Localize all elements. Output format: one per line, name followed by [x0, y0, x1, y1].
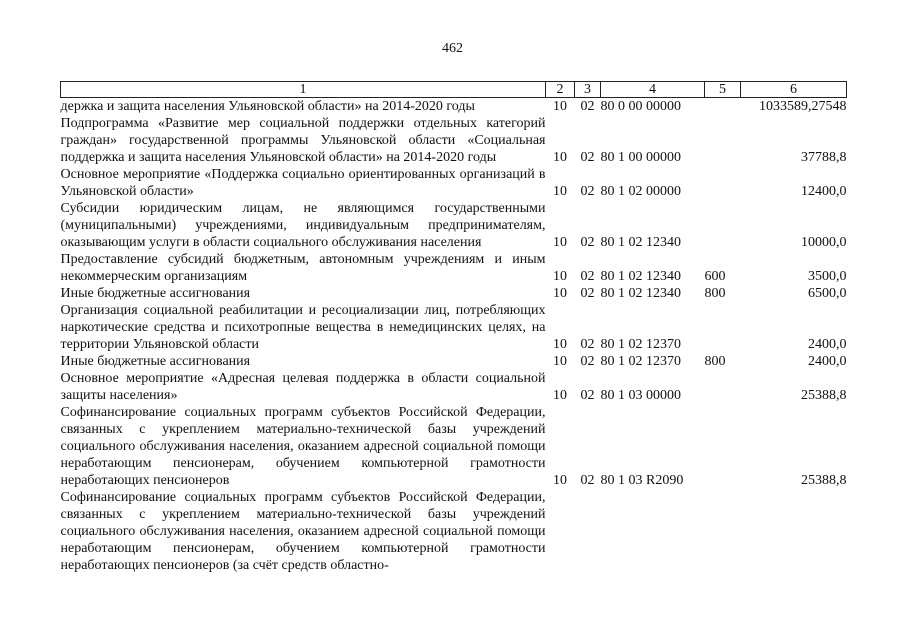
- row-target-code: 80 1 00 00000: [600, 150, 681, 165]
- row-description: Организация социальной реабилитации и ресоциализации лиц, потребляющих наркотические средства и психотропные вещества в немедицинских целях, на территории Ульяновской области: [60, 303, 546, 352]
- row-expense-type: [705, 166, 741, 200]
- row-section: 10: [553, 388, 567, 403]
- table-row: [61, 166, 847, 200]
- row-target-code: [601, 489, 705, 574]
- row-subsection: 02: [580, 99, 595, 114]
- table-body: [61, 98, 847, 575]
- row-subsection: 02: [580, 286, 595, 301]
- row-section: 10: [553, 269, 567, 284]
- column-header: 2: [546, 82, 575, 98]
- row-subsection: 02: [580, 388, 595, 403]
- row-section: 10: [553, 150, 567, 165]
- row-amount: 12400,0: [801, 184, 847, 199]
- row-description: Софинансирование социальных программ субъектов Российской Федерации, связанных с укреплением материально-технической базы учреждений социального обслуживания населения, оказанием адресной социальной помощи неработающим пенсионерам, обучением компьютерной грамотности неработающих пенсионеров (за счёт средств областно-: [60, 490, 546, 573]
- row-expense-type: [705, 200, 741, 251]
- table-row: [61, 200, 847, 251]
- row-section: 10: [553, 286, 567, 301]
- row-target-code: 80 1 02 12340: [600, 286, 681, 301]
- table-header-row: [61, 82, 847, 98]
- row-amount: 25388,8: [801, 473, 847, 488]
- row-description: Предоставление субсидий бюджетным, автономным учреждениям и иным некоммерческим организациям: [60, 252, 546, 284]
- row-description: Иные бюджетные ассигнования: [60, 286, 251, 301]
- column-header: 5: [705, 82, 741, 98]
- column-header: 6: [741, 82, 847, 98]
- row-target-code: 80 1 02 12340: [600, 269, 681, 284]
- row-section: 10: [553, 184, 567, 199]
- row-target-code: 80 1 02 00000: [600, 184, 681, 199]
- row-description: Основное мероприятие «Поддержка социально ориентированных организаций в Ульяновской области»: [60, 167, 546, 199]
- row-subsection: 02: [580, 337, 595, 352]
- column-header: 3: [575, 82, 601, 98]
- column-header: 1: [61, 82, 546, 98]
- row-target-code: 80 1 03 00000: [600, 388, 681, 403]
- row-section: 10: [553, 354, 567, 369]
- row-expense-type: [705, 302, 741, 353]
- table-row: [61, 302, 847, 353]
- row-section: 10: [553, 99, 567, 114]
- row-subsection: 02: [580, 184, 595, 199]
- row-target-code: 80 1 02 12370: [600, 354, 681, 369]
- row-amount: 1033589,27548: [759, 99, 847, 114]
- row-amount: [741, 489, 847, 574]
- row-subsection: 02: [580, 354, 595, 369]
- row-expense-type: [705, 115, 741, 166]
- row-subsection: 02: [580, 235, 595, 250]
- row-expense-type: [705, 370, 741, 404]
- row-target-code: 80 1 02 12370: [600, 337, 681, 352]
- row-subsection: 02: [580, 269, 595, 284]
- row-expense-type: [705, 489, 741, 574]
- row-expense-type: [705, 98, 741, 116]
- row-amount: 37788,8: [801, 150, 847, 165]
- table-row: [61, 489, 847, 574]
- row-section: 10: [553, 473, 567, 488]
- table-row: [61, 285, 847, 302]
- row-target-code: 80 1 02 12340: [600, 235, 681, 250]
- row-expense-type: 800: [704, 286, 726, 301]
- budget-table: [60, 81, 847, 574]
- table-row: [61, 404, 847, 489]
- row-amount: 6500,0: [808, 286, 847, 301]
- row-section: 10: [553, 337, 567, 352]
- row-description: Подпрограмма «Развитие мер социальной поддержки отдельных категорий граждан» государственной программы Ульяновской области «Социальная поддержка и защита населения Ульяновской области» на 2014-2020 годы: [60, 116, 546, 165]
- row-description: Софинансирование социальных программ субъектов Российской Федерации, связанных с укреплением материально-технической базы учреждений социального обслуживания населения, оказанием адресной социальной помощи неработающим пенсионерам, обучением компьютерной грамотности неработающих пенсионеров: [60, 405, 546, 488]
- row-description: Субсидии юридическим лицам, не являющимся государственными (муниципальными) учреждениями, индивидуальным предпринимателям, оказывающим услуги в области социального обслуживания населения: [60, 201, 546, 250]
- row-amount: 10000,0: [801, 235, 847, 250]
- row-section: 10: [553, 235, 567, 250]
- row-description: держка и защита населения Ульяновской области» на 2014-2020 годы: [60, 99, 475, 114]
- row-description: Иные бюджетные ассигнования: [60, 354, 251, 369]
- column-header: 4: [601, 82, 705, 98]
- row-amount: 3500,0: [808, 269, 847, 284]
- row-amount: 2400,0: [808, 354, 847, 369]
- row-section: [546, 489, 575, 574]
- row-description: Основное мероприятие «Адресная целевая поддержка в области социальной защиты населения»: [60, 371, 546, 403]
- table-row: [61, 353, 847, 370]
- row-target-code: 80 0 00 00000: [600, 99, 681, 114]
- table-row: [61, 98, 847, 116]
- row-subsection: 02: [580, 473, 595, 488]
- page-number: 462: [442, 41, 463, 56]
- row-subsection: 02: [580, 150, 595, 165]
- row-subsection: [575, 489, 601, 574]
- row-expense-type: 600: [704, 269, 726, 284]
- row-amount: 2400,0: [808, 337, 847, 352]
- row-amount: 25388,8: [801, 388, 847, 403]
- row-expense-type: [705, 404, 741, 489]
- row-target-code: 80 1 03 R2090: [600, 473, 684, 488]
- table-row: [61, 251, 847, 285]
- table-row: [61, 370, 847, 404]
- row-expense-type: 800: [704, 354, 726, 369]
- table-row: [61, 115, 847, 166]
